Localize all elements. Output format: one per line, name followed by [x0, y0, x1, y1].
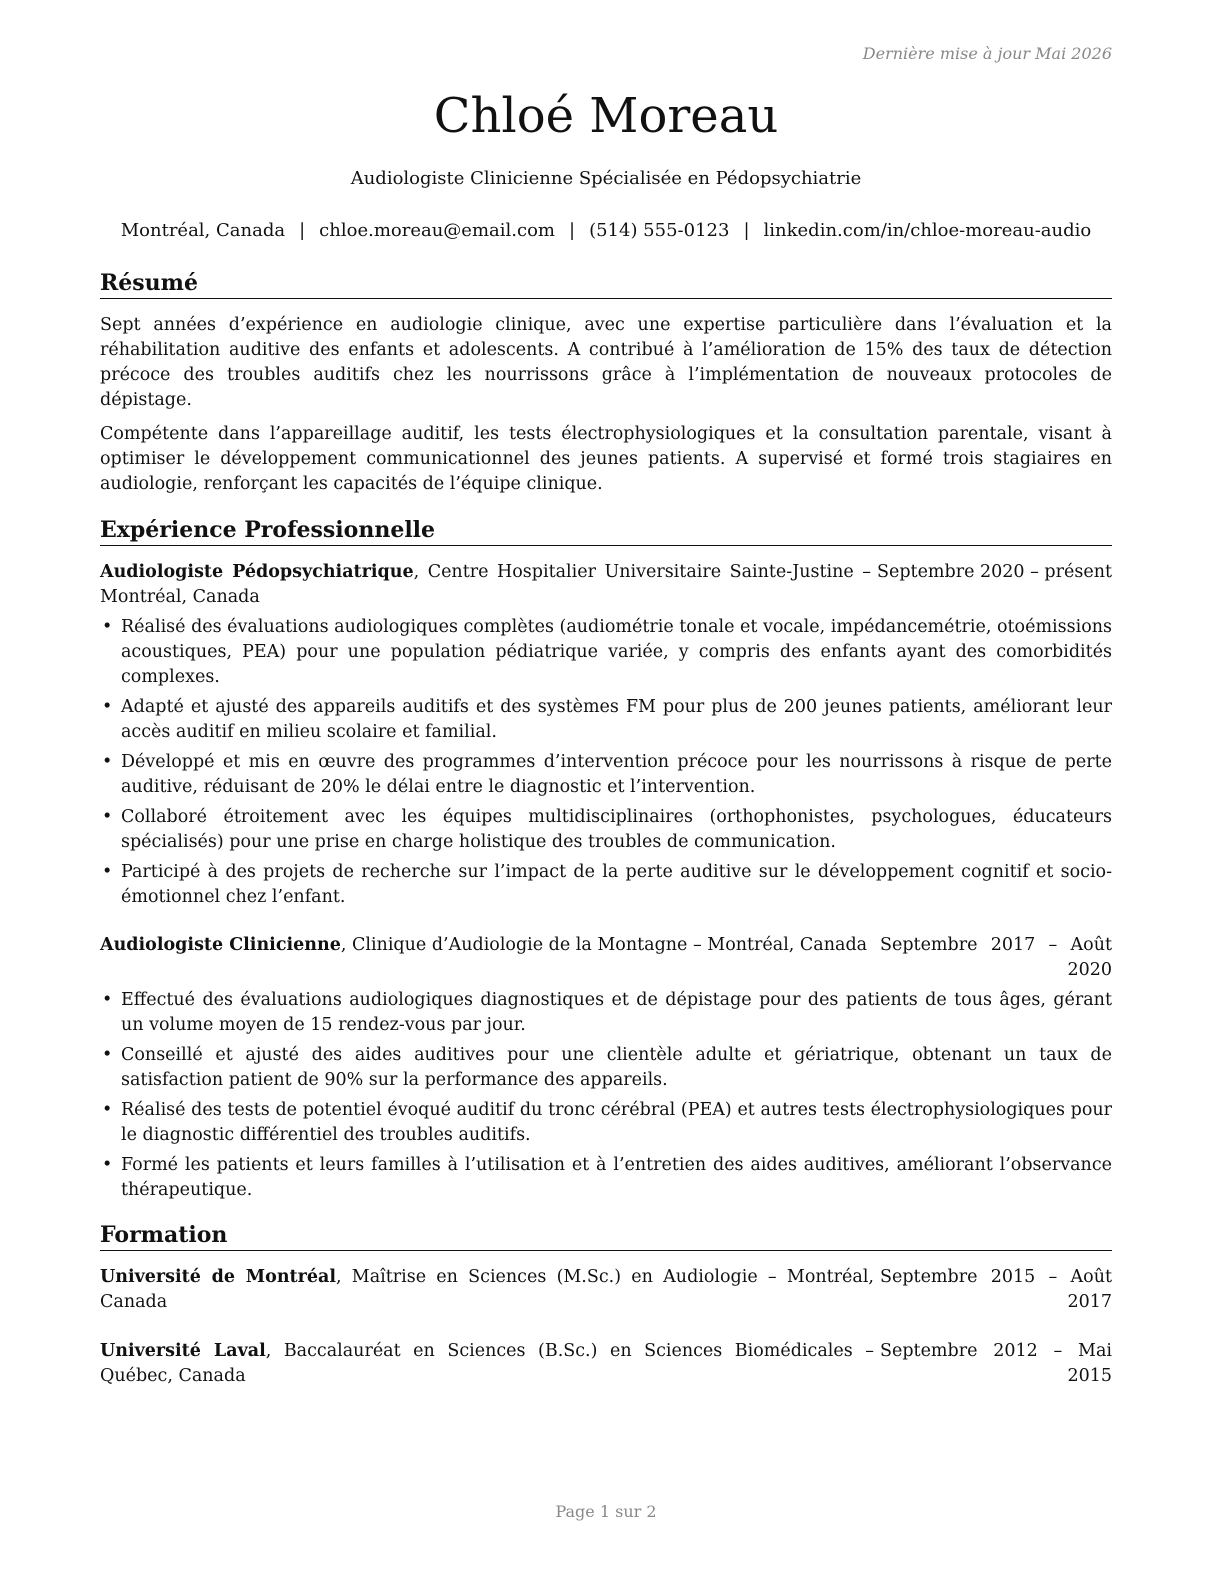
list-item: • Adapté et ajusté des appareils auditifs et des systèmes FM pour plus de 200 jeunes patients, améliorant leur accès auditif en milieu scolaire et familial. [102, 697, 1112, 742]
education-dates: Septembre 2012 – Mai 2015 [880, 1341, 1112, 1386]
contact-line [100, 218, 1112, 244]
job-bullet-list [100, 615, 1112, 910]
contact-separator: | [743, 220, 750, 241]
contact-separator: | [568, 220, 576, 241]
job-header [100, 933, 1112, 983]
list-item: • Réalisé des évaluations audiologiques complètes (audiométrie tonale et vocale, impédancemétrie, otoémissions acoustiques, PEA) pour une population pédiatrique variée, y compris des enfants ayant des comorbidités complexes. [102, 617, 1112, 687]
education-header [100, 1265, 1112, 1315]
summary-section [100, 268, 1112, 497]
education-degree: , Maîtrise en Sciences (M.Sc.) en Audiologie – Montréal, Canada [100, 1267, 874, 1312]
job-role: Audiologiste Pédopsychiatrique [100, 562, 414, 582]
candidate-title: Audiologiste Clinicienne Spécialisée en Pédopsychiatrie [350, 168, 862, 189]
job-entry [100, 560, 1112, 910]
list-item: • Développé et mis en œuvre des programmes d’intervention précoce pour les nourrissons à risque de perte auditive, réduisant de 20% le délai entre le diagnostic et l’intervention. [102, 752, 1112, 797]
education-entry [100, 1339, 1112, 1389]
education-school: Université de Montréal [100, 1267, 336, 1287]
job-organization: , Clinique d’Audiologie de la Montagne – Montréal, Canada [340, 935, 868, 955]
list-item: • Formé les patients et leurs familles à l’utilisation et à l’entretien des aides auditives, améliorant l’observance thérapeutique. [102, 1155, 1112, 1200]
job-dates: Septembre 2017 – Août 2020 [880, 935, 1112, 980]
list-item: • Réalisé des tests de potentiel évoqué auditif du tronc cérébral (PEA) et autres tests électrophysiologiques pour le diagnostic différentiel des troubles auditifs. [102, 1100, 1112, 1145]
contact-phone: (514) 555-0123 [589, 220, 730, 241]
candidate-name: Chloé Moreau [433, 88, 779, 144]
list-item: • Effectué des évaluations audiologiques diagnostiques et de dépistage pour des patients de tous âges, gérant un volume moyen de 15 rendez-vous par jour. [102, 990, 1112, 1035]
last-updated-note: Dernière mise à jour Mai 2026 [862, 44, 1112, 63]
education-entry [100, 1265, 1112, 1315]
list-item: • Conseillé et ajusté des aides auditives pour une clientèle adulte et gériatrique, obtenant un taux de satisfaction patient de 90% sur la performance des appareils. [102, 1045, 1112, 1090]
education-degree: , Baccalauréat en Sciences (B.Sc.) en Sciences Biomédicales – Québec, Canada [100, 1341, 874, 1386]
job-role: Audiologiste Clinicienne [100, 935, 341, 955]
summary-paragraph: Sept années d’expérience en audiologie clinique, avec une expertise particulière dans l’évaluation et la réhabilitation auditive des enfants et adolescents. A contribué à l’amélioration de 15% des taux de détection précoce des troubles auditifs chez les nourrissons grâce à l’implémentation de nouveaux protocoles de dépistage. [100, 315, 1112, 410]
contact-separator: | [299, 220, 306, 241]
job-header [100, 560, 1112, 610]
resume-content [100, 268, 1112, 1389]
contact-email[interactable]: chloe.moreau@email.com [319, 220, 555, 241]
contact-linkedin[interactable]: linkedin.com/in/chloe-moreau-audio [763, 220, 1092, 241]
education-section [100, 1220, 1112, 1389]
section-title-experience: Expérience Professionnelle [100, 515, 1112, 546]
summary-paragraph: Compétente dans l’appareillage auditif, les tests électrophysiologiques et la consultation parentale, visant à optimiser le développement communicationnel des jeunes patients. A supervisé et formé trois stagiaires en audiologie, renforçant les capacités de l’équipe clinique. [100, 424, 1112, 494]
resume-page [100, 0, 1112, 1584]
job-dates: Septembre 2020 – présent [877, 562, 1112, 582]
education-header [100, 1339, 1112, 1389]
list-item: • Participé à des projets de recherche sur l’impact de la perte auditive sur le développement cognitif et socio-émotionnel chez l’enfant. [102, 862, 1112, 907]
job-organization: , Centre Hospitalier Universitaire Sainte-Justine – Montréal, Canada [100, 562, 871, 607]
experience-section [100, 515, 1112, 1203]
education-dates: Septembre 2015 – Août 2017 [880, 1267, 1112, 1312]
section-title-summary: Résumé [100, 268, 1112, 299]
section-title-education: Formation [100, 1220, 1112, 1251]
education-school: Université Laval [100, 1341, 266, 1361]
job-bullet-list [100, 988, 1112, 1203]
job-entry [100, 933, 1112, 1203]
list-item: • Collaboré étroitement avec les équipes multidisciplinaires (orthophonistes, psychologues, éducateurs spécialisés) pour une prise en charge holistique des troubles de communication. [102, 807, 1112, 852]
contact-location: Montréal, Canada [120, 220, 286, 241]
page-number: Page 1 sur 2 [555, 1502, 657, 1521]
